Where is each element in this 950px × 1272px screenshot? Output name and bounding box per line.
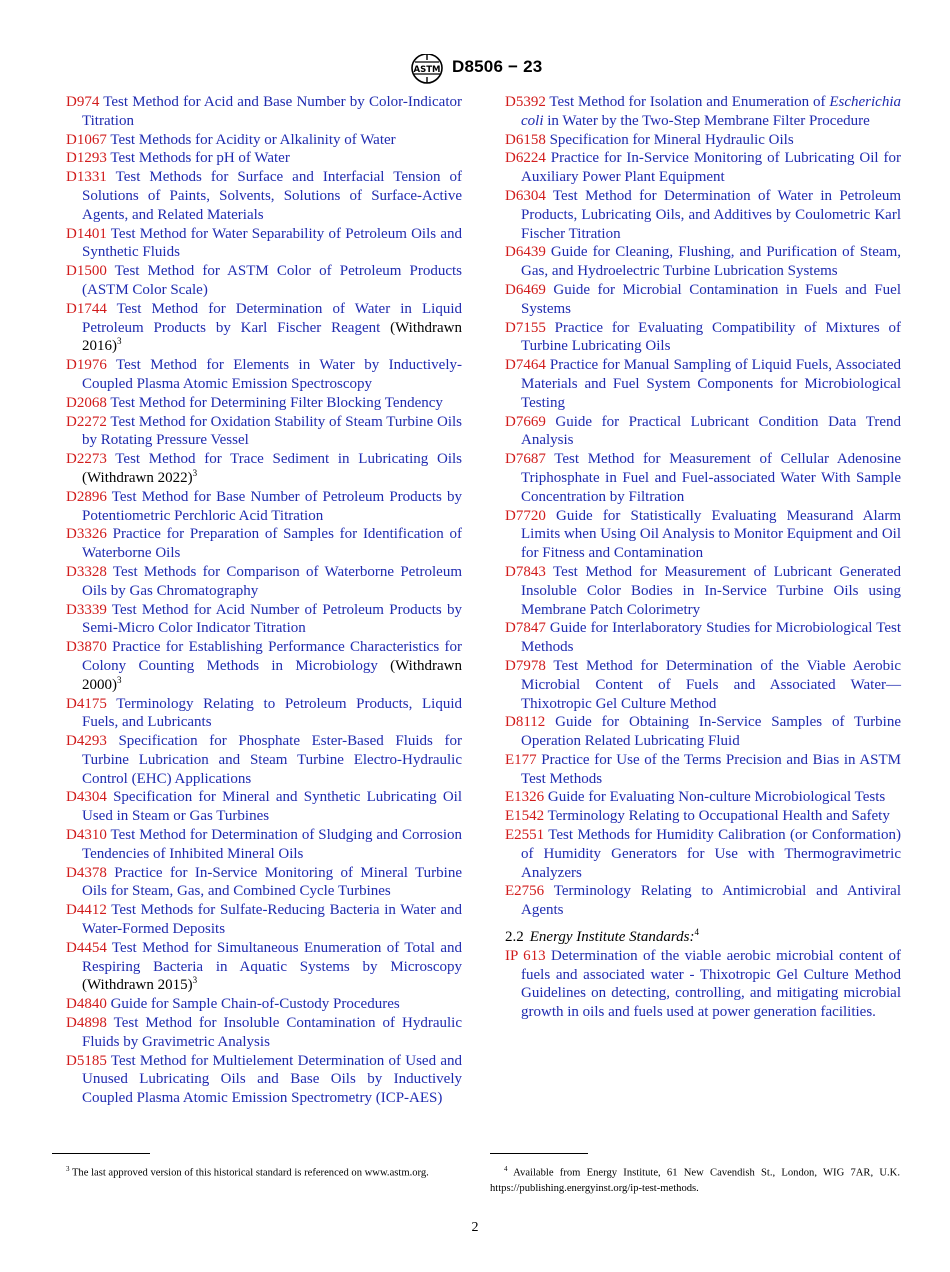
reference-entry	[66, 563, 462, 601]
reference-entry	[505, 563, 901, 619]
reference-title-link[interactable]: Test Methods for Comparison of Waterborne Petroleum Oils by Gas Chromatography	[82, 563, 462, 599]
reference-title-link[interactable]: Practice for In-Service Monitoring of Lubricating Oil for Auxiliary Power Plant Equipment	[521, 150, 901, 186]
reference-code-link[interactable]: D6158	[505, 131, 546, 148]
reference-entry	[505, 713, 901, 751]
reference-title-link[interactable]: Test Method for Measurement of Lubricant Generated Insoluble Color Bodies in In-Service Turbine Oils using Membrane Patch Colorimetry	[521, 563, 901, 618]
reference-code-link[interactable]: D4293	[66, 733, 107, 750]
reference-code-link[interactable]: D4898	[66, 1015, 107, 1032]
reference-title-link[interactable]: Terminology Relating to Petroleum Products, Liquid Fuels, and Lubricants	[82, 695, 462, 731]
reference-title-link[interactable]: Test Methods for Acidity or Alkalinity of Water	[106, 131, 396, 148]
reference-entry	[66, 149, 462, 168]
reference-code-link[interactable]: D6304	[505, 187, 546, 204]
reference-code-link[interactable]: D6439	[505, 244, 546, 261]
reference-code-link[interactable]: D3339	[66, 601, 107, 618]
reference-entry	[66, 488, 462, 526]
reference-code-link[interactable]: D7720	[505, 507, 546, 524]
withdrawn-note: (Withdrawn 2016)	[82, 319, 462, 355]
reference-entry	[505, 947, 901, 1022]
reference-title-link[interactable]: Practice for Manual Sampling of Liquid Fuels, Associated Materials and Fuel System Components for Microbiological Testing	[521, 357, 901, 411]
reference-code-link[interactable]: D1976	[66, 357, 107, 374]
reference-entry	[66, 638, 462, 694]
footnote-divider	[52, 1153, 150, 1154]
reference-entry	[66, 995, 462, 1014]
reference-title-link[interactable]: Test Method for Multielement Determination of Used and Unused Lubricating Oils and Base Oils by Inductively Coupled Plasma Atomic Emission Spectrometry (ICP-AES)	[82, 1052, 462, 1107]
reference-entry	[505, 807, 901, 826]
reference-title-link[interactable]: Practice for Establishing Performance Characteristics for Colony Counting Methods in Microbiology	[82, 639, 462, 674]
reference-code-link[interactable]: E2756	[505, 883, 545, 900]
reference-code-link[interactable]: D2272	[66, 413, 107, 430]
reference-code-link[interactable]: D6224	[505, 150, 546, 167]
reference-title-link[interactable]: Specification for Phosphate Ester-Based Fluids for Turbine Lubrication and Steam Turbine Electro-Hydraulic Control (EHC) Applications	[82, 733, 462, 787]
reference-title-link[interactable]: Practice for Use of the Terms Precision and Bias in ASTM Test Methods	[521, 751, 901, 787]
reference-entry	[66, 300, 462, 356]
reference-entry	[66, 356, 462, 394]
reference-entry	[66, 450, 462, 488]
footnote-3	[52, 1162, 462, 1181]
footnote-marker[interactable]: 3	[192, 467, 198, 478]
reference-entry	[66, 413, 462, 451]
reference-title-link[interactable]: Test Method for Acid Number of Petroleum Products by Semi-Micro Color Indicator Titration	[82, 601, 462, 637]
reference-title-link[interactable]: Test Method for Determining Filter Blocking Tendency	[106, 394, 443, 411]
reference-entry	[66, 788, 462, 826]
reference-title-link[interactable]: Guide for Practical Lubricant Condition Data Trend Analysis	[521, 413, 901, 449]
reference-title-link[interactable]: Terminology Relating to Antimicrobial and Antiviral Agents	[521, 883, 901, 919]
reference-entry	[505, 243, 901, 281]
reference-entry	[66, 394, 462, 413]
reference-entry	[66, 262, 462, 300]
reference-title-link[interactable]: Test Method for Base Number of Petroleum Products by Potentiometric Perchloric Acid Titration	[82, 488, 462, 524]
reference-title-link[interactable]: Practice for Preparation of Samples for Identification of Waterborne Oils	[82, 526, 462, 562]
reference-code-link[interactable]: D4412	[66, 902, 107, 919]
reference-entry	[66, 826, 462, 864]
reference-code-link[interactable]: D7155	[505, 319, 546, 336]
reference-entry	[66, 525, 462, 563]
reference-code-link[interactable]: D4378	[66, 864, 107, 881]
footnote-marker[interactable]: 4	[694, 927, 699, 938]
reference-entry	[66, 601, 462, 639]
reference-entry	[66, 939, 462, 995]
reference-title-link[interactable]: Terminology Relating to Occupational Health and Safety	[544, 808, 890, 825]
reference-title-link[interactable]: Determination of the viable aerobic microbial content of fuels and associated water - Thixotropic Gel Culture Method Guidelines on detecting, controlling, and mitigating microbial growth in oils and fuels used at power generation facilities.	[521, 947, 901, 1021]
reference-entry	[505, 93, 901, 131]
reference-title-link[interactable]: Test Method for Acid and Base Number by Color-Indicator Titration	[82, 94, 462, 129]
reference-code-link[interactable]: E1326	[505, 789, 545, 806]
reference-title-link[interactable]: Test Method for Elements in Water by Inductively-Coupled Plasma Atomic Emission Spectroscopy	[82, 357, 462, 392]
reference-entry	[505, 882, 901, 920]
document-id: D8506 − 23	[452, 57, 543, 76]
withdrawn-note: (Withdrawn 2022)	[82, 469, 193, 486]
reference-title-link[interactable]: Practice for In-Service Monitoring of Mineral Turbine Oils for Steam, Gas, and Combined Cycle Turbines	[82, 864, 462, 900]
reference-code-link[interactable]: D2068	[66, 394, 107, 411]
reference-entry	[505, 131, 901, 150]
reference-title-link[interactable]: Guide for Obtaining In-Service Samples of Turbine Operation Related Lubricating Fluid	[521, 714, 901, 750]
right-column	[505, 93, 901, 1022]
reference-code-link[interactable]: D4304	[66, 789, 107, 806]
reference-title-link[interactable]: Guide for Cleaning, Flushing, and Purification of Steam, Gas, and Hydroelectric Turbine Lubrication Systems	[521, 244, 901, 280]
reference-code-link[interactable]: D5392	[505, 94, 546, 110]
reference-code-link[interactable]: D1293	[66, 150, 107, 167]
section-number: 2.2	[505, 929, 524, 946]
reference-entry	[66, 864, 462, 902]
reference-code-link[interactable]: IP 613	[505, 947, 546, 964]
reference-code-link[interactable]: D1331	[66, 169, 107, 186]
reference-title-link[interactable]: Practice for Evaluating Compatibility of Mixtures of Turbine Lubricating Oils	[521, 319, 901, 355]
reference-title-italic[interactable]: Escherichia coli	[521, 94, 901, 129]
left-column-references	[66, 93, 462, 1108]
reference-entry	[66, 732, 462, 788]
reference-entry	[505, 319, 901, 357]
reference-entry	[66, 695, 462, 733]
withdrawn-note: (Withdrawn 2015)	[82, 977, 193, 994]
reference-code-link[interactable]: D974	[66, 94, 100, 110]
footnote-marker[interactable]: 3	[117, 674, 122, 685]
reference-entry	[505, 413, 901, 451]
footnote-marker[interactable]: 3	[117, 336, 122, 347]
reference-title-link[interactable]: Test Method for Simultaneous Enumeration of Total and Respiring Bacteria in Aquatic Systems by Microscopy	[82, 939, 462, 975]
reference-code-link[interactable]: D4310	[66, 827, 107, 844]
reference-title-link[interactable]: Test Method for Determination of Sludging and Corrosion Tendencies of Inhibited Mineral Oils	[82, 827, 462, 862]
page-header	[0, 54, 950, 84]
reference-code-link[interactable]: D5185	[66, 1052, 107, 1069]
reference-entry	[505, 356, 901, 412]
reference-entry	[505, 281, 901, 319]
reference-entry	[505, 657, 901, 713]
astm-logo-icon	[409, 54, 445, 84]
reference-entry	[66, 131, 462, 150]
reference-entry	[505, 826, 901, 882]
footnote-divider	[490, 1153, 588, 1154]
reference-title-link[interactable]: Test Method for ASTM Color of Petroleum Products (ASTM Color Scale)	[82, 263, 462, 298]
reference-code-link[interactable]: D8112	[505, 714, 546, 731]
reference-code-link[interactable]: D3870	[66, 639, 107, 656]
reference-code-link[interactable]: D2896	[66, 488, 107, 505]
reference-entry	[505, 149, 901, 187]
reference-code-link[interactable]: D7843	[505, 563, 546, 580]
reference-title-link[interactable]: Test Methods for Surface and Interfacial Tension of Solutions of Paints, Solvents, Solutions of Surface-Active Agents, and Related Materials	[82, 169, 462, 223]
reference-code-link[interactable]: E1542	[505, 808, 545, 825]
right-column-references	[505, 93, 901, 920]
reference-entry	[66, 1014, 462, 1052]
reference-title-link[interactable]: Guide for Evaluating Non-culture Microbiological Tests	[544, 789, 886, 806]
section-2-2-heading	[505, 928, 901, 947]
reference-title-link[interactable]: in Water by the Two-Step Membrane Filter Procedure	[543, 112, 870, 129]
reference-code-link[interactable]: D7464	[505, 357, 546, 374]
reference-title-link[interactable]: Guide for Microbial Contamination in Fuels and Fuel Systems	[521, 281, 901, 317]
reference-entry	[66, 901, 462, 939]
reference-entry	[505, 450, 901, 506]
reference-entry	[66, 168, 462, 224]
reference-entry	[505, 619, 901, 657]
reference-entry	[66, 225, 462, 263]
page-number: 2	[471, 1220, 479, 1235]
reference-title-link[interactable]: Guide for Sample Chain-of-Custody Procedures	[106, 996, 400, 1013]
reference-code-link[interactable]: D1500	[66, 263, 107, 280]
reference-code-link[interactable]: D4454	[66, 939, 107, 956]
reference-title-link[interactable]: Test Method for Insoluble Contamination of Hydraulic Fluids by Gravimetric Analysis	[82, 1015, 462, 1050]
reference-code-link[interactable]: D1401	[66, 225, 107, 242]
reference-code-link[interactable]: E2551	[505, 827, 545, 844]
reference-code-link[interactable]: D6469	[505, 281, 546, 298]
reference-code-link[interactable]: D7978	[505, 657, 546, 674]
footnote-text: Available from Energy Institute, 61 New Cavendish St., London, WIG 7AR, U.K. https://publishing.energyinst.org/ip-test-methods.	[490, 1167, 900, 1195]
reference-title-link[interactable]: Test Method for Water Separability of Petroleum Oils and Synthetic Fluids	[82, 225, 462, 261]
withdrawn-note: (Withdrawn 2000)	[82, 657, 462, 693]
reference-title-link[interactable]: Guide for Statistically Evaluating Measurand Alarm Limits when Using Oil Analysis to Monitor Equipment and Oil for Fitness and Contamination	[521, 507, 901, 562]
reference-code-link[interactable]: D1744	[66, 300, 107, 317]
reference-entry	[505, 507, 901, 563]
footnote-text: The last approved version of this historical standard is referenced on www.astm.org.	[69, 1167, 429, 1179]
reference-entry	[505, 751, 901, 789]
reference-title-link[interactable]: Test Methods for pH of Water	[106, 150, 290, 167]
reference-entry	[505, 187, 901, 243]
svg-text:ASTM: ASTM	[413, 65, 441, 75]
reference-code-link[interactable]: D7687	[505, 451, 546, 468]
reference-entry	[66, 93, 462, 131]
reference-code-link[interactable]: D1067	[66, 131, 107, 148]
footnote-number: 3	[66, 1165, 70, 1173]
reference-title-link[interactable]: Test Method for Determination of Water in Petroleum Products, Lubricating Oils, and Additives by Coulometric Karl Fischer Titration	[521, 187, 901, 242]
reference-title-link[interactable]: Test Method for Oxidation Stability of Steam Turbine Oils by Rotating Pressure Vessel	[82, 413, 462, 449]
reference-code-link[interactable]: E177	[505, 751, 537, 768]
footnote-4	[490, 1162, 900, 1197]
reference-title-link[interactable]: Test Methods for Humidity Calibration (or Conformation) of Humidity Generators for Use with Thermogravimetric Analyzers	[521, 827, 901, 881]
reference-code-link[interactable]: D4840	[66, 996, 107, 1013]
reference-title-link[interactable]: Specification for Mineral Hydraulic Oils	[545, 131, 794, 148]
reference-code-link[interactable]: D4175	[66, 695, 107, 712]
reference-title-link[interactable]: Test Method for Trace Sediment in Lubricating Oils	[106, 451, 462, 468]
reference-entry	[505, 788, 901, 807]
reference-code-link[interactable]: D7669	[505, 413, 546, 430]
ip-references	[505, 947, 901, 1022]
reference-code-link[interactable]: D2273	[66, 451, 107, 468]
footnote-number: 4	[504, 1165, 508, 1173]
reference-title-link[interactable]: Test Method for Isolation and Enumeration of	[545, 94, 830, 110]
reference-title-link[interactable]: Specification for Mineral and Synthetic Lubricating Oil Used in Steam or Gas Turbines	[82, 789, 462, 825]
reference-code-link[interactable]: D7847	[505, 620, 546, 637]
section-title: Energy Institute Standards:	[529, 929, 695, 946]
reference-title-link[interactable]: Guide for Interlaboratory Studies for Microbiological Test Methods	[521, 620, 901, 656]
reference-code-link[interactable]: D3326	[66, 526, 107, 543]
footnote-marker[interactable]: 3	[192, 975, 198, 986]
reference-code-link[interactable]: D3328	[66, 563, 107, 580]
reference-title-link[interactable]: Test Method for Determination of Water in Liquid Petroleum Products by Karl Fischer Reagent	[82, 300, 462, 336]
reference-title-link[interactable]: Test Method for Determination of the Viable Aerobic Microbial Content of Fuels and Associated Water—Thixotropic Gel Culture Method	[521, 657, 901, 712]
reference-title-link[interactable]: Test Method for Measurement of Cellular Adenosine Triphosphate in Fuel and Fuel-associated Water With Sample Concentration by Filtration	[521, 451, 901, 505]
reference-title-link[interactable]: Test Methods for Sulfate-Reducing Bacteria in Water and Water-Formed Deposits	[82, 902, 462, 938]
reference-entry	[66, 1052, 462, 1108]
